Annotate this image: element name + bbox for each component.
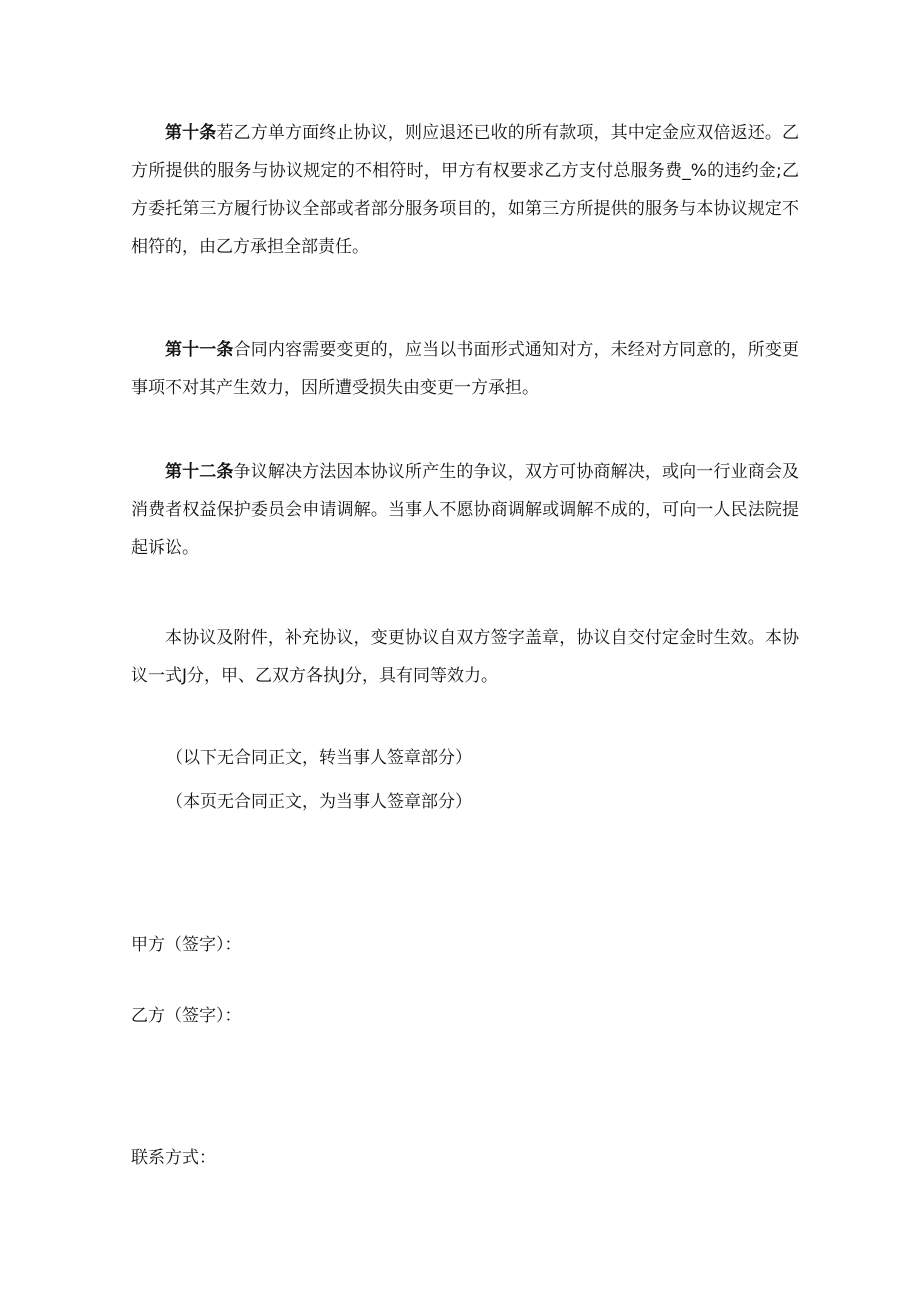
clause-12 (131, 453, 799, 567)
clause-text: 若乙方单方面终止协议，则应退还已收的所有款项，其中定金应双倍返还。乙方所提供的服务与协议规定的不相符时，甲方有权要求乙方支付总服务费_%的违约金;乙方委托第三方履行协议全部或者部分服务项目的，如第三方所提供的服务与本协议规定不相符的，由乙方承担全部责任。 (131, 123, 800, 257)
clause-10 (131, 114, 799, 266)
clause-11 (131, 331, 799, 407)
clause-number: 第十二条 (165, 462, 234, 482)
clause-number: 第十一条 (165, 340, 234, 360)
note-signature-page: （本页无合同正文，为当事人签章部分） (166, 792, 472, 812)
effect-paragraph: 本协议及附件，补充协议，变更协议自双方签字盖章，协议自交付定金时生效。本协议一式J分，甲、乙双方各执J分，具有同等效力。 (131, 628, 799, 686)
clause-text: 争议解决方法因本协议所产生的争议，双方可协商解决，或向一行业商会及消费者权益保护委员会申请调解。当事人不愿协商调解或调解不成的，可向一人民法院提起诉讼。 (131, 462, 800, 558)
clause-number: 第十条 (165, 123, 217, 143)
clause-text: 合同内容需要变更的，应当以书面形式通知对方，未经对方同意的，所变更事项不对其产生效力，因所遭受损失由变更一方承担。 (131, 340, 800, 398)
contact-label: 联系方式： (131, 1148, 216, 1168)
note-no-body-text: （以下无合同正文，转当事人签章部分） (166, 748, 472, 768)
party-b-signature-label: 乙方（签字）： (131, 1006, 242, 1026)
party-a-signature-label: 甲方（签字）： (131, 935, 242, 955)
